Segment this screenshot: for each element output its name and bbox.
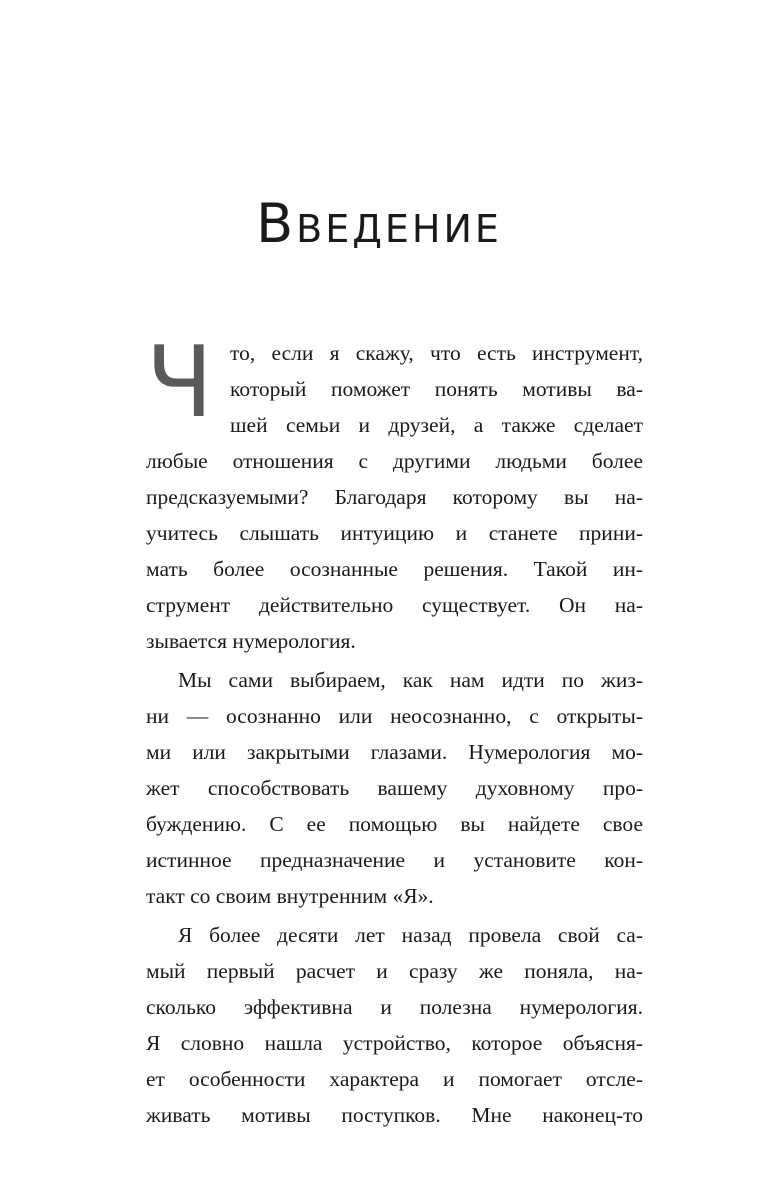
text-line: шей семьи и друзей, а также сделает xyxy=(230,413,643,437)
text-line: жет способствовать вашему духовному про- xyxy=(146,776,643,800)
text-line: мый первый расчет и сразу же поняла, на- xyxy=(146,959,643,983)
text-line: который поможет понять мотивы ва- xyxy=(230,377,643,401)
text-line: Я более десяти лет назад провела свой са- xyxy=(178,923,643,947)
text-line: Мы сами выбираем, как нам идти по жиз- xyxy=(178,668,643,692)
text-line: мать более осознанные решения. Такой ин- xyxy=(146,557,643,581)
text-line: любые отношения с другими людьми более xyxy=(146,449,643,473)
text-line: то, если я скажу, что есть инструмент, xyxy=(230,341,643,365)
text-line: буждению. С ее помощью вы найдете свое xyxy=(146,812,643,836)
text-line: струмент действительно существует. Он на- xyxy=(146,593,643,617)
text-line: живать мотивы поступков. Мне наконец-то xyxy=(146,1103,643,1127)
text-line: предсказуемыми? Благодаря которому вы на- xyxy=(146,485,643,509)
text-line: Я словно нашла устройство, которое объясня- xyxy=(146,1031,643,1055)
text-line: ет особенности характера и помогает отсле- xyxy=(146,1067,643,1091)
text-line: такт со своим внутренним «Я». xyxy=(146,884,434,908)
drop-cap: Ч xyxy=(146,326,214,440)
text-line: ни — осознанно или неосознанно, с открыты- xyxy=(146,704,643,728)
text-line: ми или закрытыми глазами. Нумерология мо- xyxy=(146,740,643,764)
text-line: зывается нумерология. xyxy=(146,629,356,653)
text-line: сколько эффективна и полезна нумерология. xyxy=(146,995,643,1019)
text-line: истинное предназначение и установите кон- xyxy=(146,848,643,872)
text-line: учитесь слышать интуицию и станете прини- xyxy=(146,521,643,545)
chapter-title: Введение xyxy=(256,192,502,255)
